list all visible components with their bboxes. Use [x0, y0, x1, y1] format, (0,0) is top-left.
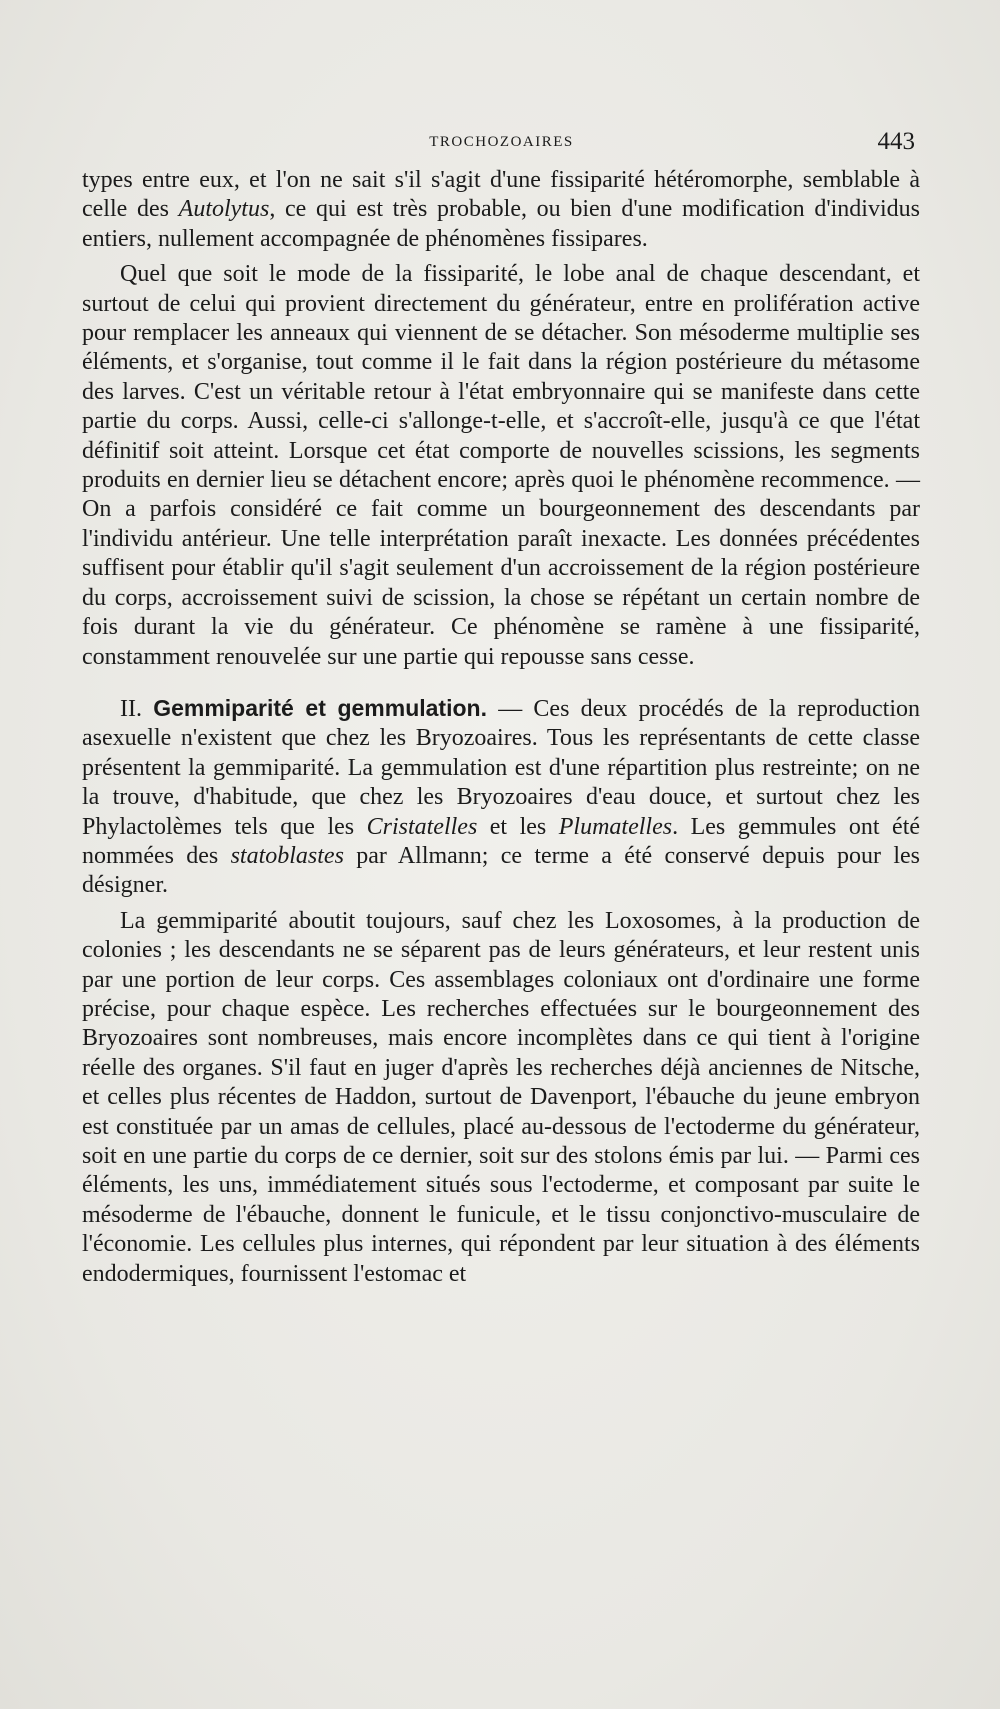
- text-segment: types entre eux, et l'on ne sait s'il s'agit d'une fissiparité hétéromorphe, semblable à celle des: [82, 167, 920, 223]
- body-text: [82, 166, 920, 1289]
- text-segment: par Allmann; ce terme a été conservé depuis pour les désigner.: [82, 842, 920, 899]
- paragraph-2: [82, 260, 920, 672]
- text-segment: Quel que soit le mode de la fissiparité, le lobe anal de chaque descendant, et surtout de celui qui provient directement du générateur, entre en prolifération active pour remplacer les anneaux qui viennent de se détacher. Son mésoderme multiplie ses éléments, et s'organise, tout comme il le fait dans la région postérieure du métasome des larves. C'est un véritable retour à l'état embryonnaire qui se manifeste dans cette partie du corps. Aussi, celle-ci s'allonge-t-elle, et s'accroît-elle, jusqu'à ce que l'état définitif soit atteint. Lorsque cet état comporte de nouvelles scissions, les segments produits en dernier lieu se détachent encore; après quoi le phénomène recommence. — On a parfois considéré ce fait comme un bourgeonnement des descendants par l'individu antérieur. Une telle interprétation paraît inexacte. Les données précédentes suffisent pour établir qu'il s'agit seulement d'un accroissement de la région postérieure du corps, accroissement suivi de scission, la chose se répétant un certain nombre de fois durant la vie du générateur. Ce phénomène se ramène à une fissiparité, constamment renouvelée sur une partie qui repousse sans cesse.: [82, 261, 920, 670]
- running-header: [84, 128, 919, 158]
- text-segment: , ce qui est très probable, ou bien d'une modification d'individus entiers, nullement accompagnée de phénomènes fissipares.: [82, 196, 920, 252]
- text-segment: . Les gemmules ont été nommées des: [82, 813, 921, 869]
- text-segment: La gemmiparité aboutit toujours, sauf chez les Loxosomes, à la production de colonies ; les descendants ne se séparent pas de leurs générateurs, et leur restent unis par une portion de leur corps. Ces assemblages coloniaux ont d'ordinaire une forme précise, pour chaque espèce. Les recherches effectuées sur le bourgeonnement des Bryozoaires sont nombreuses, mais encore incomplètes dans ce qui tient à l'origine réelle des organes. S'il faut en juger d'après les recherches déjà anciennes de Nitsche, et celles plus récentes de Haddon, surtout de Davenport, l'ébauche du jeune embryon est constituée par un amas de cellules, placé au-dessous de l'ectoderme du générateur, soit en une partie du corps de ce dernier, soit sur des stolons émis par lui. — Parmi ces éléments, les uns, immédiatement situés sous l'ectoderme, et composant par suite le mésoderme de l'ébauche, donnent le funicule, et le tissu conjonctivo-musculaire de l'économie. Les cellules plus internes, qui répondent par leur situation à des éléments endodermiques, fournissent l'estomac et: [82, 907, 920, 1287]
- section-number: II.: [120, 695, 142, 722]
- genus-name-cristatelles: Cristatelles: [366, 813, 478, 840]
- text-segment: — Ces deux procédés de la reproduction asexuelle n'existent que chez les Bryozoaires. Tous les représentants de cette classe présentent la gemmiparité. La gemmulation est d'une répartition plus restreinte; on ne la trouve, d'habitude, que chez les Bryozoaires d'eau douce, et surtout chez les Phylactolèmes tels que les: [82, 695, 920, 840]
- page-number: 443: [877, 128, 915, 155]
- genus-name-plumatelles: Plumatelles: [558, 813, 673, 840]
- genus-name-autolytus: Autolytus: [178, 196, 270, 223]
- text-segment: et les: [477, 813, 559, 840]
- paragraph-1: [82, 166, 920, 254]
- paragraph-4: [82, 907, 920, 1289]
- section-paragraph: [82, 694, 920, 901]
- term-statoblastes: statoblastes: [230, 842, 344, 869]
- section-heading: Gemmiparité et gemmulation.: [153, 694, 487, 721]
- chapter-title: TROCHOZOAIRES: [429, 134, 574, 150]
